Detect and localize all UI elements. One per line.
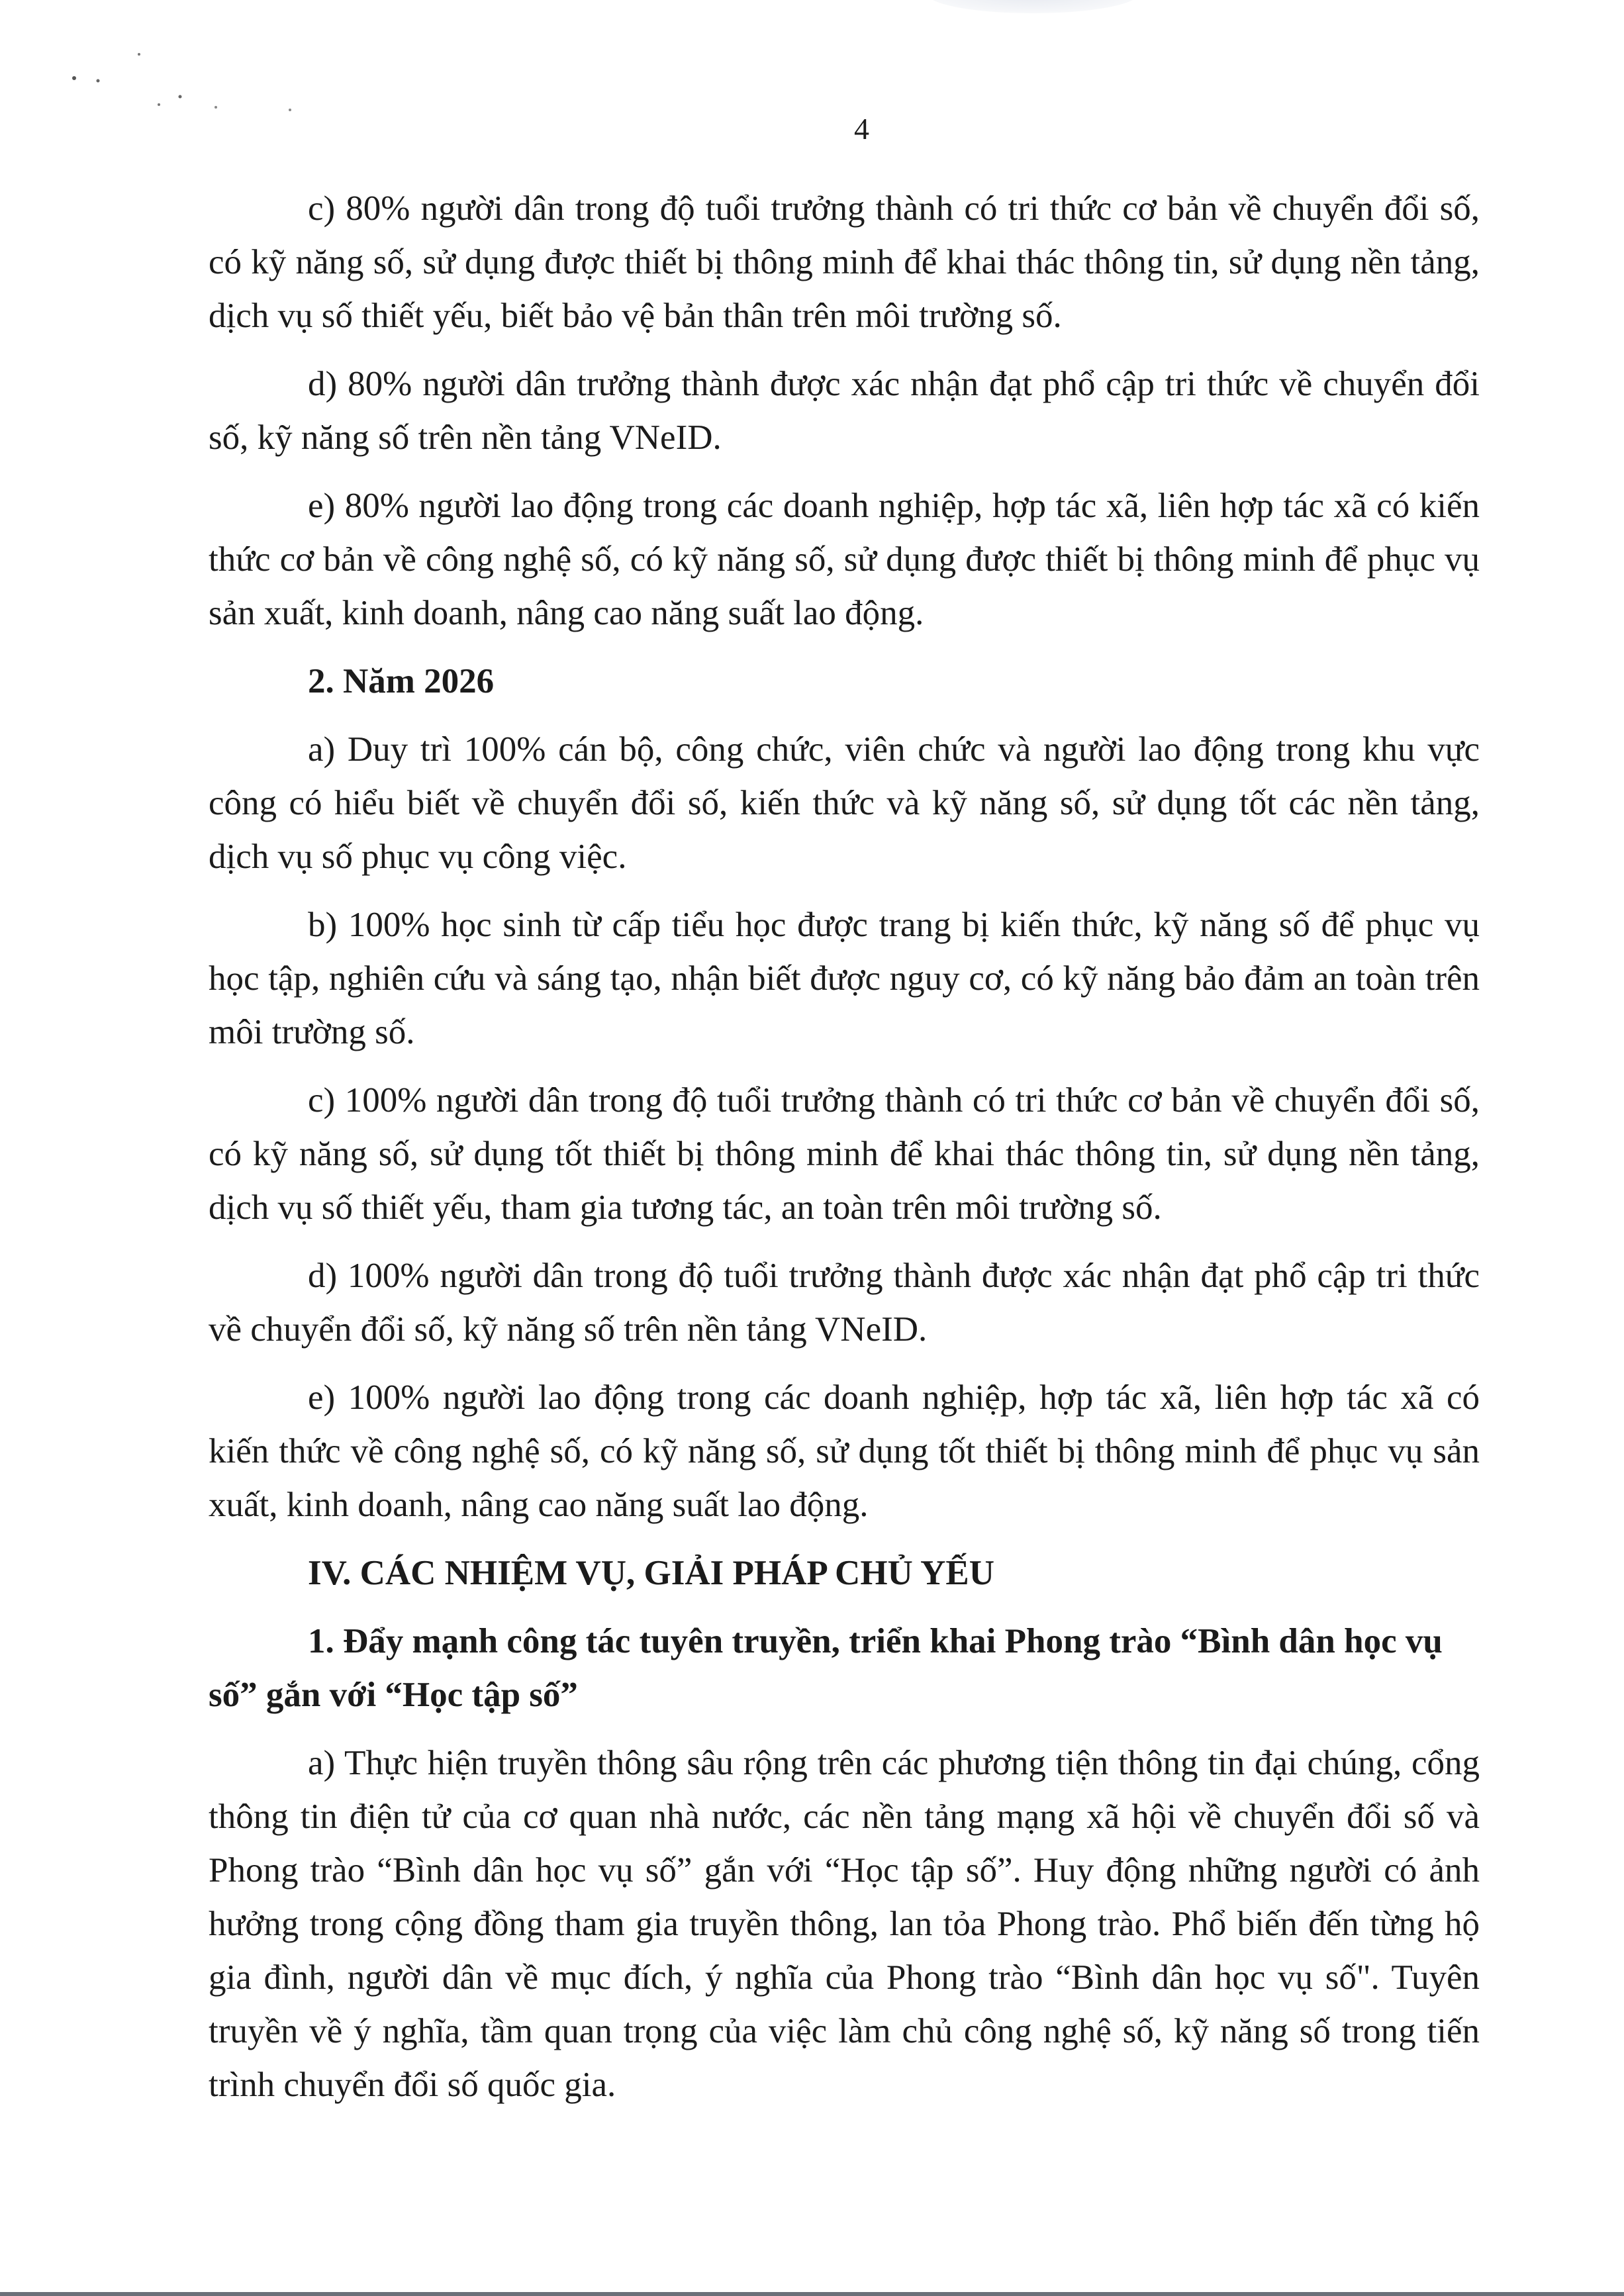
document-body [209, 182, 1480, 2127]
paragraph-2e: e) 100% người lao động trong các doanh nghiệp, hợp tác xã, liên hợp tác xã có kiến thức về công nghệ số, có kỹ năng số, sử dụng tốt thiết bị thông minh để phục vụ sản xuất, kinh doanh, nâng cao năng suất lao động. [209, 1378, 1480, 1524]
paragraph-2b: b) 100% học sinh từ cấp tiểu học được trang bị kiến thức, kỹ năng số để phục vụ học tập, nghiên cứu và sáng tạo, nhận biết được nguy cơ, có kỹ năng bảo đảm an toàn trên môi trường số. [209, 906, 1480, 1051]
page-number: 4 [854, 112, 869, 146]
paragraph-iv-1a: a) Thực hiện truyền thông sâu rộng trên các phương tiện thông tin đại chúng, cổng thông tin điện tử của cơ quan nhà nước, các nền tảng mạng xã hội về chuyển đổi số và Phong trào “Bình dân học vụ số” gắn với “Học tập số”. Huy động những người có ảnh hưởng trong cộng đồng tham gia truyền thông, lan tỏa Phong trào. Phổ biến đến từng hộ gia đình, người dân về mục đích, ý nghĩa của Phong trào “Bình dân học vụ số". Tuyên truyền về ý nghĩa, tầm quan trọng của việc làm chủ công nghệ số, kỹ năng số trong tiến trình chuyển đổi số quốc gia. [209, 1744, 1480, 2104]
section-heading-2026: 2. Năm 2026 [308, 662, 495, 700]
paragraph-1c-2025: c) 80% người dân trong độ tuổi trưởng thành có tri thức cơ bản về chuyển đổi số, có kỹ năng số, sử dụng được thiết bị thông minh để khai thác thông tin, sử dụng nền tảng, dịch vụ số thiết yếu, biết bảo vệ bản thân trên môi trường số. [209, 189, 1480, 335]
paragraph-2d: d) 100% người dân trong độ tuổi trưởng thành được xác nhận đạt phổ cập tri thức về chuyển đổi số, kỹ năng số trên nền tảng VNeID. [209, 1257, 1480, 1349]
scan-smudge [927, 0, 1139, 13]
chapter-heading-iv: IV. CÁC NHIỆM VỤ, GIẢI PHÁP CHỦ YẾU [308, 1554, 995, 1592]
scan-specks [60, 46, 311, 126]
scan-bottom-edge [0, 2292, 1624, 2296]
paragraph-2a: a) Duy trì 100% cán bộ, công chức, viên chức và người lao động trong khu vực công có hiểu biết về chuyển đổi số, kiến thức và kỹ năng số, sử dụng tốt các nền tảng, dịch vụ số phục vụ công việc. [209, 730, 1480, 876]
paragraph-1d-2025: d) 80% người dân trưởng thành được xác nhận đạt phổ cập tri thức về chuyển đổi số, kỹ năng số trên nền tảng VNeID. [209, 365, 1480, 457]
subsection-heading-1: 1. Đẩy mạnh công tác tuyên truyền, triển khai Phong trào “Bình dân học vụ số” gắn với “Học tập số” [209, 1622, 1443, 1714]
paragraph-2c: c) 100% người dân trong độ tuổi trưởng thành có tri thức cơ bản về chuyển đổi số, có kỹ năng số, sử dụng tốt thiết bị thông minh để khai thác thông tin, sử dụng nền tảng, dịch vụ số thiết yếu, tham gia tương tác, an toàn trên môi trường số. [209, 1081, 1480, 1227]
paragraph-1e-2025: e) 80% người lao động trong các doanh nghiệp, hợp tác xã, liên hợp tác xã có kiến thức cơ bản về công nghệ số, có kỹ năng số, sử dụng được thiết bị thông minh để phục vụ sản xuất, kinh doanh, nâng cao năng suất lao động. [209, 487, 1480, 632]
